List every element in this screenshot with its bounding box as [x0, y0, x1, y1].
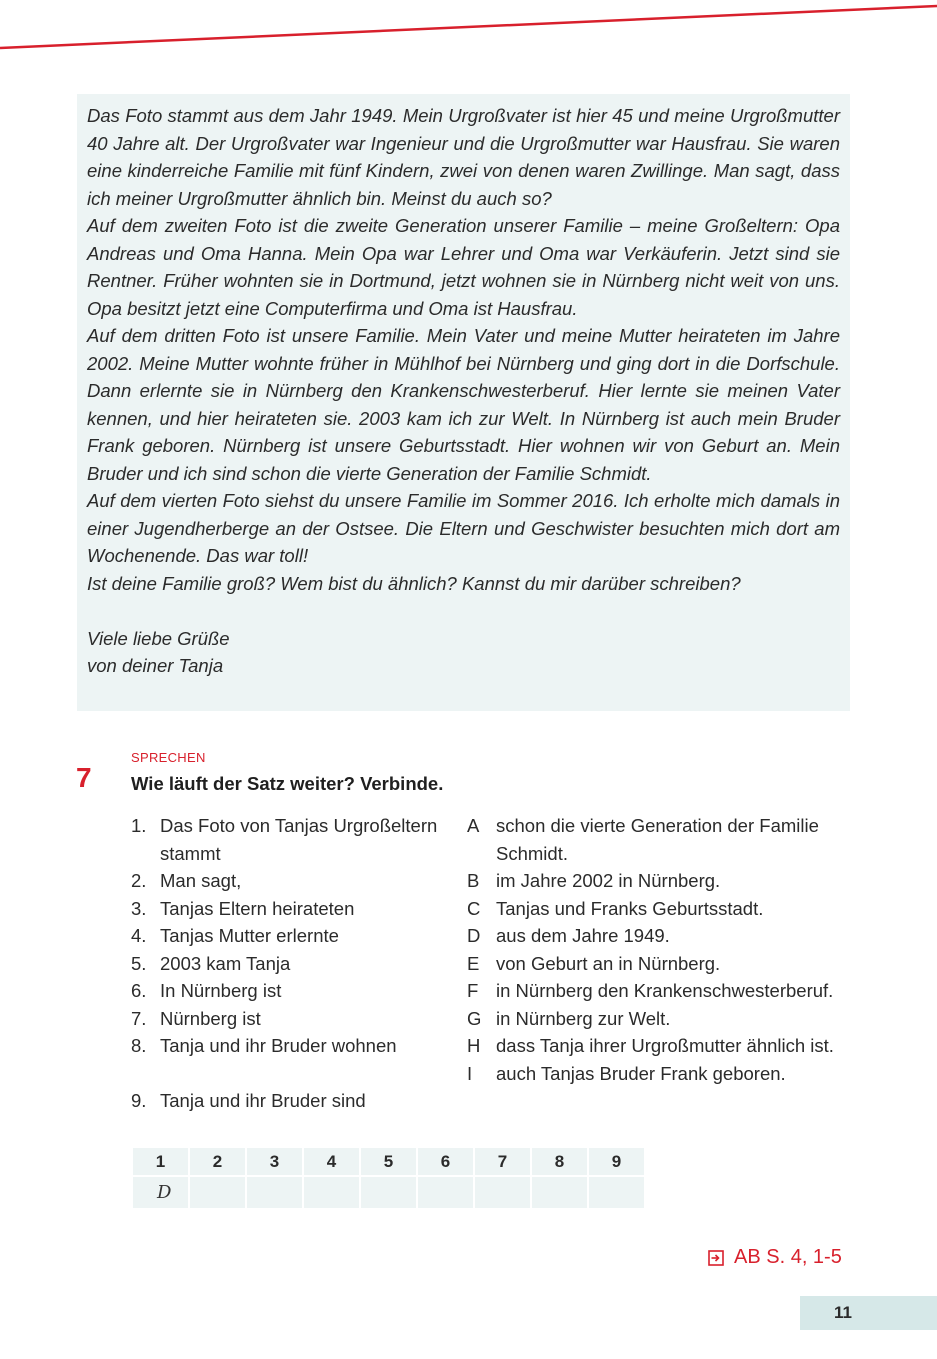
item-number: 2. [131, 870, 147, 891]
item-text: In Nürnberg ist [160, 980, 282, 1001]
list-item [467, 977, 862, 1005]
item-letter: I [467, 1062, 473, 1084]
item-text: dass Tanja ihrer Urgroßmutter ähnlich ist. [496, 1035, 834, 1056]
answer-header-cell: 2 [189, 1148, 246, 1176]
list-item [467, 1032, 862, 1060]
item-number: 4. [131, 925, 147, 946]
workbook-reference-text: AB S. 4, 1-5 [734, 1246, 842, 1268]
list-item [131, 922, 451, 950]
item-text: 2003 kam Tanja [160, 952, 291, 974]
answer-table-answer-row [133, 1176, 645, 1208]
item-text: Tanja und ihr Bruder wohnen [160, 1035, 397, 1056]
list-item [131, 977, 451, 1005]
list-item [131, 950, 451, 978]
list-item [131, 1087, 451, 1115]
item-text: aus dem Jahre 1949. [496, 925, 670, 946]
answer-table [133, 1148, 646, 1208]
item-letter: F [467, 980, 479, 1001]
letter-paragraph: Auf dem dritten Foto ist unsere Familie. Mein Vater und meine Mutter heirateten im Jahre 2002. Meine Mutter wohnte früher in Mühlhof bei Nürnberg und ging dort in die Dorfschule. Dann erlernte sie in Nürnberg den Krankenschwesterberuf. Hier lernte sie meinen Vater kennen, und hier heirateten sie. 2003 kam ich zur Welt. In Nürnberg ist auch mein Bruder Frank geboren. Nürnberg ist unsere Geburtsstadt. Hier wohnen wir von Geburt an. Mein Bruder und ich sind schon die vierte Generation der Familie Schmidt. [87, 325, 840, 484]
answer-header-cell: 5 [360, 1148, 417, 1176]
item-text: Nürnberg ist [160, 1007, 261, 1029]
item-text: Man sagt, [160, 870, 242, 891]
exercise-number: 7 [76, 762, 92, 793]
item-number: 1. [131, 815, 147, 836]
letter-paragraph: Auf dem zweiten Foto ist die zweite Generation unserer Familie – meine Großeltern: Opa Andreas und Oma Hanna. Mein Opa war Lehrer und Oma war Verkäuferin. Jetzt sind sie Rentner. Früher wohnten sie in Dortmund, jetzt wohnen sie in Nürnberg nicht weit von uns. Opa besitzt jetzt eine Computerfirma und Oma ist Hausfrau. [87, 215, 840, 319]
item-number: 9. [131, 1090, 147, 1111]
answer-header-cell: 3 [246, 1148, 303, 1176]
letter-text-box [77, 94, 850, 711]
answer-header-cell: 8 [531, 1148, 588, 1176]
answer-cell[interactable] [588, 1176, 645, 1208]
workbook-reference[interactable] [708, 1246, 842, 1269]
header-red-line [0, 0, 937, 60]
item-text: in Nürnberg den Krankenschwesterberuf. [496, 980, 834, 1001]
item-letter: E [467, 952, 480, 974]
item-text: Das Foto von Tanjas Urgroßeltern stammt [160, 815, 438, 864]
item-text: Tanjas Eltern heirateten [160, 897, 355, 919]
list-item [467, 867, 862, 895]
list-item [131, 1032, 451, 1087]
item-text: im Jahre 2002 in Nürnberg. [496, 870, 721, 891]
answer-table-header-row [133, 1148, 645, 1176]
item-letter: A [467, 815, 480, 836]
item-text: Tanja und ihr Bruder sind [160, 1090, 366, 1111]
arrow-right-box-icon [708, 1250, 724, 1266]
letter-paragraph: Das Foto stammt aus dem Jahr 1949. Mein Urgroßvater ist hier 45 und meine Urgroßmutter 40 Jahre alt. Der Urgroßvater war Ingenieur und die Urgroßmutter war Hausfrau. Sie waren eine kinderreiche Familie mit fünf Kindern, zwei von denen waren Zwillinge. Man sagt, dass ich meiner Urgroßmutter ähnlich bin. Meinst du auch so? [87, 105, 840, 209]
sentence-endings-list [467, 812, 862, 1087]
list-item [131, 895, 451, 923]
item-letter: G [467, 1007, 482, 1029]
sentence-beginnings-list [131, 812, 451, 1115]
list-item [467, 1005, 862, 1033]
item-number: 7. [131, 1007, 147, 1029]
answer-cell[interactable] [189, 1176, 246, 1208]
item-letter: C [467, 897, 481, 919]
item-text: auch Tanjas Bruder Frank geboren. [496, 1062, 786, 1084]
item-text: von Geburt an in Nürnberg. [496, 952, 721, 974]
list-item [131, 867, 451, 895]
answer-cell[interactable] [246, 1176, 303, 1208]
answer-header-cell: 7 [474, 1148, 531, 1176]
item-number: 8. [131, 1035, 147, 1056]
answer-cell[interactable] [360, 1176, 417, 1208]
list-item [467, 1060, 862, 1088]
answer-header-cell: 6 [417, 1148, 474, 1176]
exercise-category: SPRECHEN [131, 750, 206, 765]
letter-paragraph: Auf dem vierten Foto siehst du unsere Familie im Sommer 2016. Ich erholte mich damals in einer Jugendherberge an der Ostsee. Die Eltern und Geschwister besuchten mich dort am Wochenende. Das war toll! [87, 490, 840, 566]
answer-cell[interactable] [303, 1176, 360, 1208]
item-text: schon die vierte Generation der Familie Schmidt. [496, 815, 819, 864]
answer-cell[interactable] [417, 1176, 474, 1208]
item-letter: H [467, 1035, 481, 1056]
answer-header-cell: 4 [303, 1148, 360, 1176]
list-item [467, 812, 862, 867]
item-number: 6. [131, 980, 147, 1001]
answer-cell[interactable]: D [133, 1176, 189, 1208]
item-text: Tanjas und Franks Geburtsstadt. [496, 897, 764, 919]
answer-cell[interactable] [531, 1176, 588, 1208]
answer-header-cell: 1 [133, 1148, 189, 1176]
list-item [467, 950, 862, 978]
list-item [131, 812, 451, 867]
letter-paragraph: Ist deine Familie groß? Wem bist du ähnlich? Kannst du mir darüber schreiben? [87, 572, 741, 594]
list-item [467, 922, 862, 950]
item-number: 3. [131, 897, 147, 919]
page-number: 11 [800, 1296, 937, 1330]
letter-signature: von deiner Tanja [87, 655, 224, 676]
item-letter: D [467, 925, 481, 946]
item-text: in Nürnberg zur Welt. [496, 1007, 671, 1029]
item-text: Tanjas Mutter erlernte [160, 925, 339, 946]
answer-cell[interactable] [474, 1176, 531, 1208]
list-item [131, 1005, 451, 1033]
item-letter: B [467, 870, 480, 891]
list-item [467, 895, 862, 923]
exercise-instruction: Wie läuft der Satz weiter? Verbinde. [131, 773, 444, 794]
answer-header-cell: 9 [588, 1148, 645, 1176]
item-number: 5. [131, 952, 147, 974]
letter-closing: Viele liebe Grüße [87, 627, 230, 649]
